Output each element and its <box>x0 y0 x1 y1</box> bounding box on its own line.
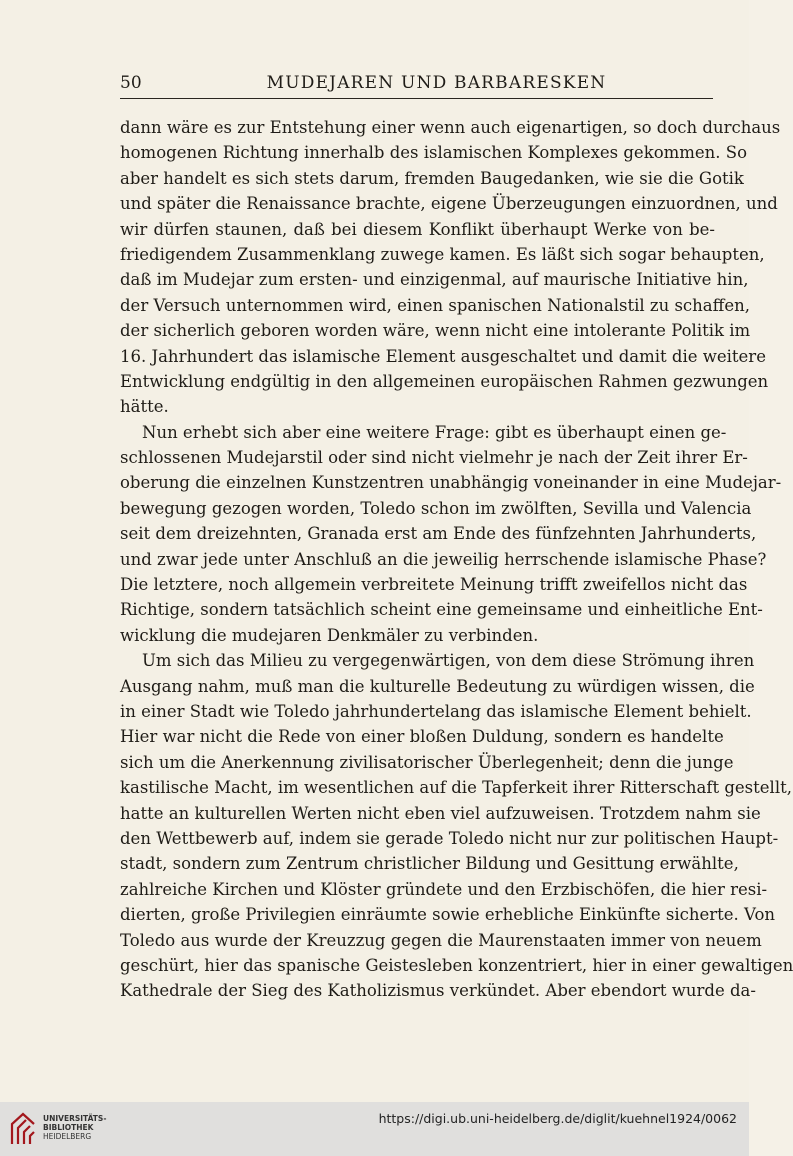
library-name <box>43 1114 106 1141</box>
text-line: schlossenen Mudejarstil oder sind nicht vielmehr je nach der Zeit ihrer Er- <box>120 448 748 468</box>
text-line: 16. Jahrhundert das islamische Element ausgeschaltet und damit die weitere <box>120 346 766 366</box>
permalink-url[interactable]: https://digi.ub.uni-heidelberg.de/diglit/kuehnel1924/0062 <box>378 1111 737 1126</box>
text-line: stadt, sondern zum Zentrum christlicher Bildung und Gesittung erwählte, <box>120 854 739 874</box>
text-line: und zwar jede unter Anschluß an die jeweilig herrschende islamische Phase? <box>120 549 767 569</box>
library-line-2: BIBLIOTHEK <box>43 1123 94 1132</box>
text-line: geschürt, hier das spanische Geistesleben konzentriert, hier in einer gewaltigen <box>120 955 793 975</box>
text-line: seit dem dreizehnten, Granada erst am Ende des fünfzehnten Jahrhunderts, <box>120 524 757 544</box>
text-line: Nun erhebt sich aber eine weitere Frage: gibt es überhaupt einen ge- <box>142 422 727 442</box>
text-line: dierten, große Privilegien einräumte sowie erhebliche Einkünfte sicherte. Von <box>120 905 776 925</box>
text-line: Ausgang nahm, muß man die kulturelle Bedeutung zu würdigen wissen, die <box>120 676 755 696</box>
text-line: wicklung die mudejaren Denkmäler zu verbinden. <box>120 625 539 645</box>
text-line: Die letztere, noch allgemein verbreitete Meinung trifft zweifellos nicht das <box>120 575 748 595</box>
text-line: sich um die Anerkennung zivilisatorischer Überlegenheit; denn die junge <box>120 752 734 772</box>
page-number: 50 <box>120 73 142 93</box>
text-line: der Versuch unternommen wird, einen spanischen Nationalstil zu schaffen, <box>120 295 750 315</box>
text-line: der sicherlich geboren worden wäre, wenn nicht eine intolerante Politik im <box>120 321 751 341</box>
text-line: Kathedrale der Sieg des Katholizismus verkündet. Aber ebendort wurde da- <box>120 981 756 1001</box>
text-line: oberung die einzelnen Kunstzentren unabhängig voneinander in eine Mudejar- <box>120 473 782 493</box>
text-line: hatte an kulturellen Werten nicht eben viel aufzuweisen. Trotzdem nahm sie <box>120 803 761 823</box>
text-line: friedigendem Zusammenklang zuwege kamen. Es läßt sich sogar behaupten, <box>120 244 765 264</box>
text-line: wir dürfen staunen, daß bei diesem Konflikt überhaupt Werke von be- <box>120 219 715 239</box>
text-line: hätte. <box>120 397 169 417</box>
text-line: bewegung gezogen worden, Toledo schon im zwölften, Sevilla und Valencia <box>120 498 752 518</box>
library-line-3: HEIDELBERG <box>43 1132 92 1141</box>
text-line: zahlreiche Kirchen und Klöster gründete und den Erzbischöfen, die hier resi- <box>120 879 768 899</box>
page-header <box>120 72 713 99</box>
body-text <box>120 115 793 1004</box>
text-line: Richtige, sondern tatsächlich scheint eine gemeinsame und einheitliche Ent- <box>120 600 763 620</box>
text-line: daß im Mudejar zum ersten- und einzigenmal, auf maurische Initiative hin, <box>120 270 749 290</box>
text-line: Um sich das Milieu zu vergegenwärtigen, von dem diese Strömung ihren <box>142 651 755 671</box>
text-line: den Wettbewerb auf, indem sie gerade Toledo nicht nur zur politischen Haupt- <box>120 828 779 848</box>
text-line: aber handelt es sich stets darum, fremden Baugedanken, wie sie die Gotik <box>120 168 744 188</box>
text-line: homogenen Richtung innerhalb des islamischen Komplexes gekommen. So <box>120 143 748 163</box>
text-line: und später die Renaissance brachte, eigene Überzeugungen einzuordnen, und <box>120 194 778 214</box>
text-line: Entwicklung endgültig in den allgemeinen europäischen Rahmen gezwungen <box>120 371 769 391</box>
digitization-footer <box>0 1102 749 1156</box>
library-line-1: UNIVERSITÄTS- <box>43 1114 107 1123</box>
text-line: Toledo aus wurde der Kreuzzug gegen die Maurenstaaten immer von neuem <box>120 930 762 950</box>
text-line: dann wäre es zur Entstehung einer wenn auch eigenartigen, so doch durchaus <box>120 118 781 137</box>
running-head: MUDEJAREN UND BARBARESKEN <box>266 73 607 93</box>
text-line: kastilische Macht, im wesentlichen auf die Tapferkeit ihrer Ritterschaft gestellt, <box>120 778 792 798</box>
text-line: in einer Stadt wie Toledo jahrhundertelang das islamische Element behielt. <box>120 701 752 721</box>
ub-heidelberg-logo-icon[interactable] <box>8 1110 38 1148</box>
text-line: Hier war nicht die Rede von einer bloßen Duldung, sondern es handelte <box>120 727 724 747</box>
